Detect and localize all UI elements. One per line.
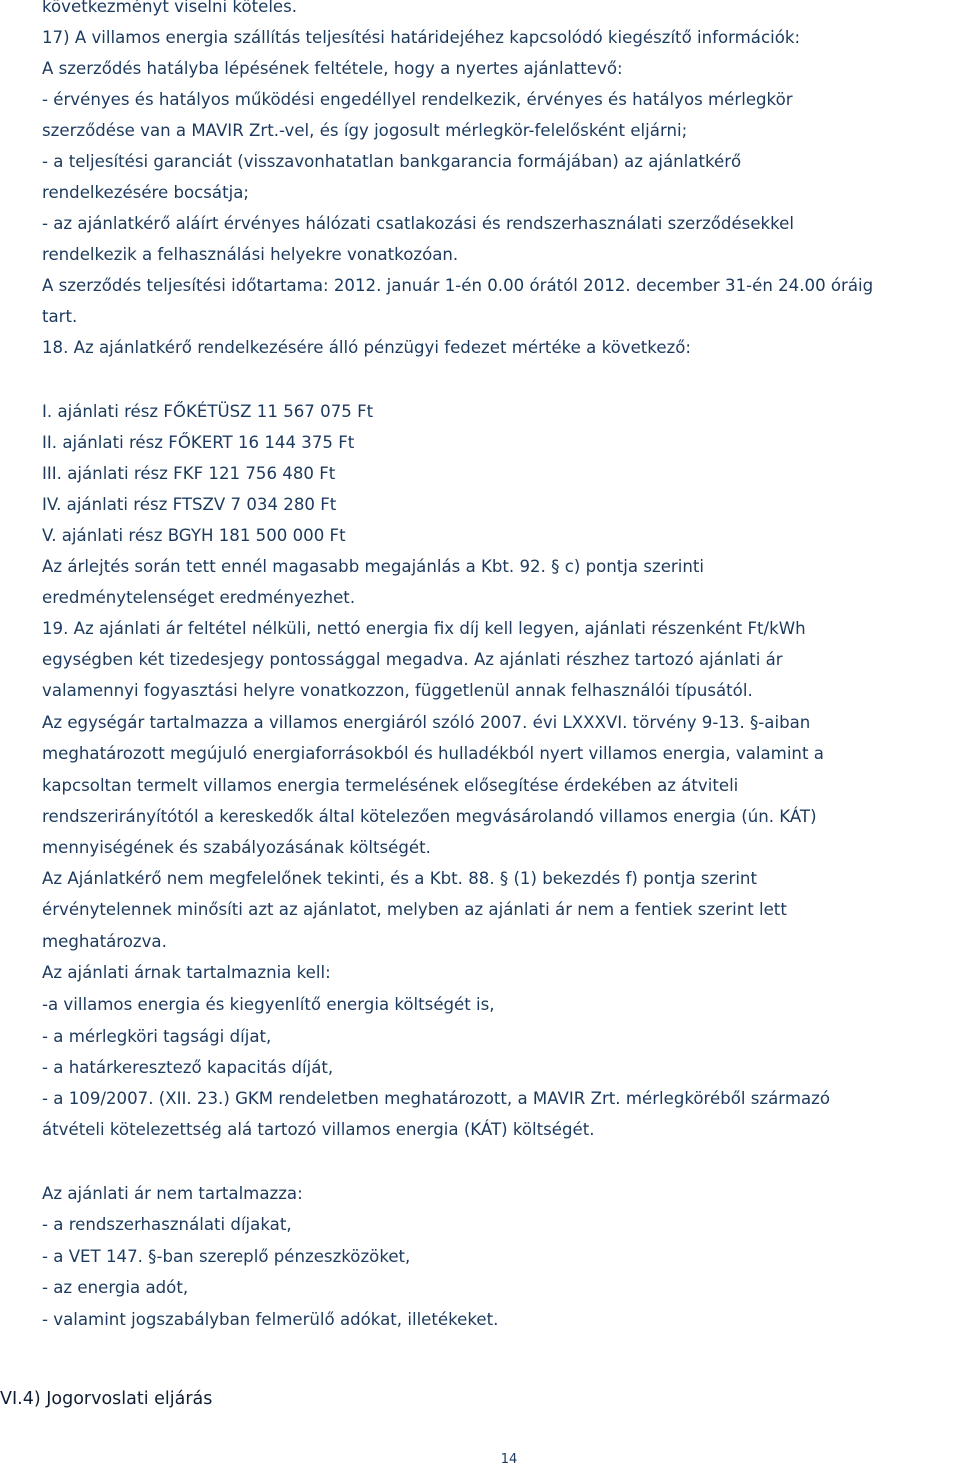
- text-line: - érvényes és hatályos működési engedéllyel rendelkezik, érvényes és hatályos mérlegkör: [42, 90, 793, 109]
- text-line: érvénytelennek minősíti azt az ajánlatot, melyben az ajánlati ár nem a fentiek szerint lett: [42, 900, 787, 919]
- text-line: tart.: [42, 307, 78, 326]
- list-item: - az energia adót,: [42, 1278, 189, 1297]
- budget-item: V. ajánlati rész BGYH 181 500 000 Ft: [42, 526, 346, 545]
- text-line: kapcsoltan termelt villamos energia termelésének elősegítése érdekében az átviteli: [42, 776, 739, 795]
- list-item: - a mérlegköri tagsági díjat,: [42, 1027, 272, 1046]
- text-line: Az ajánlati árnak tartalmaznia kell:: [42, 963, 331, 982]
- text-line: A szerződés teljesítési időtartama: 2012. január 1-én 0.00 órától 2012. december 31-én 24.00 óráig: [42, 276, 874, 295]
- list-item: - a határkeresztező kapacitás díját,: [42, 1058, 334, 1077]
- text-line: meghatározott megújuló energiaforrásokból és hulladékból nyert villamos energia, valamint a: [42, 744, 824, 763]
- list-item: - a rendszerhasználati díjakat,: [42, 1215, 292, 1234]
- list-item: - a VET 147. §-ban szereplő pénzeszközöket,: [42, 1247, 411, 1266]
- budget-item: III. ajánlati rész FKF 121 756 480 Ft: [42, 464, 336, 483]
- text-line: meghatározva.: [42, 932, 167, 951]
- text-line: Az Ajánlatkérő nem megfelelőnek tekinti, és a Kbt. 88. § (1) bekezdés f) pontja szerint: [42, 869, 757, 888]
- text-line: eredménytelenséget eredményezhet.: [42, 588, 356, 607]
- section-heading: VI.4) Jogorvoslati eljárás: [0, 1389, 213, 1409]
- text-line: A szerződés hatályba lépésének feltétele, hogy a nyertes ajánlattevő:: [42, 59, 623, 78]
- budget-item: IV. ajánlati rész FTSZV 7 034 280 Ft: [42, 495, 337, 514]
- text-line: rendelkezik a felhasználási helyekre vonatkozóan.: [42, 245, 459, 264]
- budget-item: I. ajánlati rész FŐKÉTÜSZ 11 567 075 Ft: [42, 402, 374, 421]
- text-line: Az árlejtés során tett ennél magasabb megajánlás a Kbt. 92. § c) pontja szerinti: [42, 557, 704, 576]
- list-item: - valamint jogszabályban felmerülő adókat, illetékeket.: [42, 1310, 499, 1329]
- text-line: rendszerirányítótól a kereskedők által kötelezően megvásárolandó villamos energia (ún. KÁT): [42, 807, 817, 826]
- text-line: valamennyi fogyasztási helyre vonatkozzon, függetlenül annak felhasználói típusától.: [42, 681, 753, 700]
- text-line: szerződése van a MAVIR Zrt.-vel, és így jogosult mérlegkör-felelősként eljárni;: [42, 121, 688, 140]
- text-line: mennyiségének és szabályozásának költségét.: [42, 838, 431, 857]
- text-line: - az ajánlatkérő aláírt érvényes hálózati csatlakozási és rendszerhasználati szerződésekkel: [42, 214, 794, 233]
- page-number: 14: [500, 1452, 518, 1467]
- text-line: következményt viselni köteles.: [42, 0, 298, 16]
- text-line: - a teljesítési garanciát (visszavonhatatlan bankgarancia formájában) az ajánlatkérő: [42, 152, 742, 171]
- budget-item: II. ajánlati rész FŐKERT 16 144 375 Ft: [42, 433, 355, 452]
- text-line: 17) A villamos energia szállítás teljesítési határidejéhez kapcsolódó kiegészítő információk:: [42, 28, 801, 47]
- text-line: egységben két tizedesjegy pontossággal megadva. Az ajánlati részhez tartozó ajánlati ár: [42, 650, 783, 669]
- list-item: -a villamos energia és kiegyenlítő energia költségét is,: [42, 995, 495, 1014]
- text-line: 18. Az ajánlatkérő rendelkezésére álló pénzügyi fedezet mértéke a következő:: [42, 338, 691, 357]
- text-line: rendelkezésére bocsátja;: [42, 183, 249, 202]
- list-item: - a 109/2007. (XII. 23.) GKM rendeletben meghatározott, a MAVIR Zrt. mérlegköréből származó: [42, 1089, 831, 1108]
- text-line: Az egységár tartalmazza a villamos energiáról szóló 2007. évi LXXXVI. törvény 9-13. §-aiban: [42, 713, 811, 732]
- text-line: átvételi kötelezettség alá tartozó villamos energia (KÁT) költségét.: [42, 1120, 595, 1139]
- text-line: Az ajánlati ár nem tartalmazza:: [42, 1184, 303, 1203]
- text-line: 19. Az ajánlati ár feltétel nélküli, nettó energia fix díj kell legyen, ajánlati részenként Ft/kWh: [42, 619, 806, 638]
